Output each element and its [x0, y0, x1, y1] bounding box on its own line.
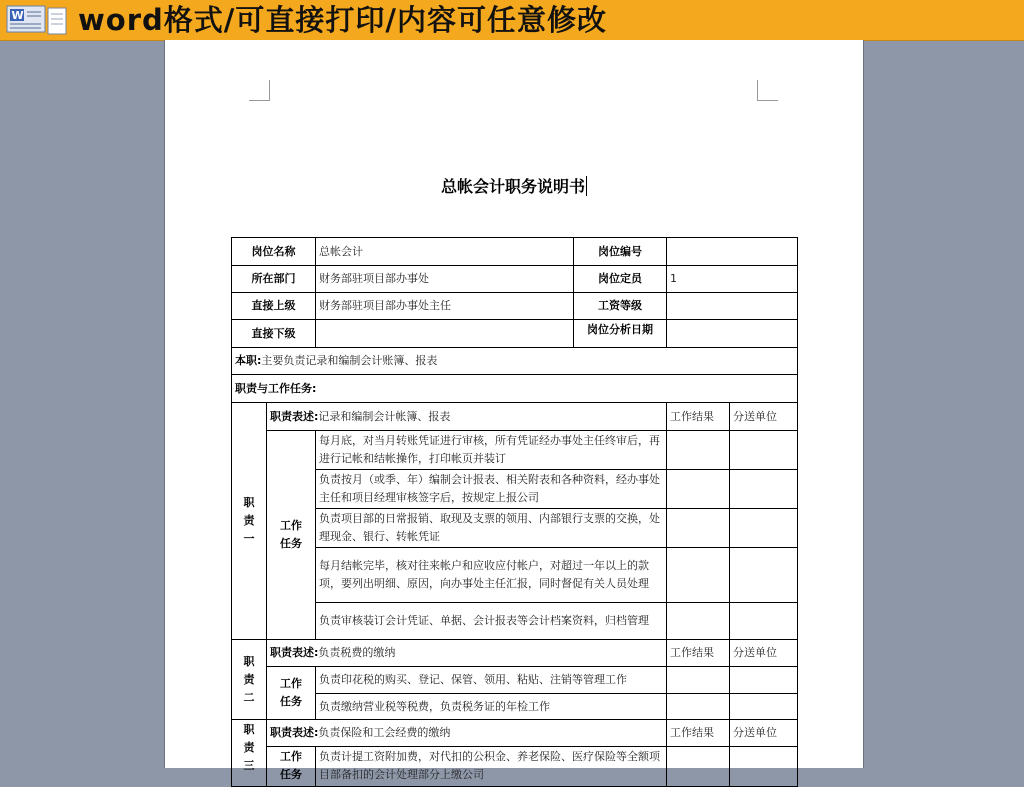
- send-cell: [730, 548, 798, 603]
- section-desc: [267, 720, 667, 747]
- margin-corner-mark: [757, 80, 778, 101]
- table-label: 直接上级: [232, 293, 316, 320]
- send-cell: [730, 509, 798, 548]
- table-row: [232, 375, 798, 403]
- table-value: [667, 238, 798, 266]
- section-desc: [267, 403, 667, 431]
- table-row: [232, 694, 798, 720]
- table-row: [232, 509, 798, 548]
- desc-label: 职责表述:: [270, 726, 319, 739]
- task-text: 负责按月（或季、年）编制会计报表、相关附表和各种资料，经办事处主任和项目经理审核签字后，按规定上报公司: [316, 470, 667, 509]
- banner-text: word格式/可直接打印/内容可任意修改: [78, 3, 607, 37]
- document-title: [165, 174, 863, 197]
- duty-label: 本职:: [235, 354, 262, 367]
- table-row: [232, 293, 798, 320]
- table-label: 直接下级: [232, 320, 316, 348]
- send-header: 分送单位: [730, 720, 798, 747]
- task-text: 负责审核装订会计凭证、单据、会计报表等会计档案资料，归档管理: [316, 603, 667, 640]
- table-label: 岗位名称: [232, 238, 316, 266]
- task-text: 负责计提工资附加费，对代扣的公积金、养老保险、医疗保险等全额项目部备扣的会计处理部分上缴公司: [316, 747, 667, 787]
- table-value: [667, 320, 798, 348]
- table-row: [232, 238, 798, 266]
- table-row: [232, 320, 798, 348]
- table-value: 总帐会计: [316, 238, 574, 266]
- section-name-text: 职 责 一: [243, 496, 255, 545]
- document-page[interactable]: [164, 40, 864, 781]
- text-cursor: [586, 176, 587, 196]
- work-task-label: 工作 任务: [267, 667, 316, 720]
- duty-cell: [232, 348, 798, 375]
- table-label: 工资等级: [574, 293, 667, 320]
- send-cell: [730, 747, 798, 787]
- table-value: [316, 320, 574, 348]
- result-cell: [667, 509, 730, 548]
- task-text: 每月结帐完毕，核对往来帐户和应收应付帐户，对超过一年以上的款项，要列出明细、原因，向办事处主任汇报，同时督促有关人员处理: [316, 548, 667, 603]
- desc-text: 负责保险和工会经费的缴纳: [318, 726, 451, 739]
- table-value: [667, 293, 798, 320]
- table-row: [232, 747, 798, 787]
- work-task-label: 工作 任务: [267, 431, 316, 640]
- send-cell: [730, 470, 798, 509]
- job-description-table: [231, 237, 798, 787]
- margin-corner-mark: [249, 80, 270, 101]
- table-label: 岗位编号: [574, 238, 667, 266]
- duty-text: 主要负责记录和编制会计账簿、报表: [261, 354, 438, 367]
- send-cell: [730, 431, 798, 470]
- tasks-header: 职责与工作任务:: [232, 375, 798, 403]
- table-row: [232, 667, 798, 694]
- result-cell: [667, 470, 730, 509]
- task-text: 负责项目部的日常报销、取现及支票的领用、内部银行支票的交换，处理现金、银行、转帐凭证: [316, 509, 667, 548]
- result-header: 工作结果: [667, 403, 730, 431]
- table-row: [232, 470, 798, 509]
- table-row: [232, 640, 798, 667]
- table-row: [232, 720, 798, 747]
- result-cell: [667, 667, 730, 694]
- table-row: [232, 603, 798, 640]
- desc-text: 负责税费的缴纳: [318, 646, 396, 659]
- result-cell: [667, 747, 730, 787]
- table-row: [232, 266, 798, 293]
- section-name: [232, 640, 267, 720]
- document-title-text: 总帐会计职务说明书: [440, 177, 585, 196]
- send-header: 分送单位: [730, 640, 798, 667]
- desc-text: 记录和编制会计帐簿、报表: [318, 409, 451, 423]
- send-cell: [730, 694, 798, 720]
- task-text: 每月底，对当月转账凭证进行审核，所有凭证经办事处主任终审后，再进行记帐和结帐操作，打印帐页并装订: [316, 431, 667, 470]
- table-row: [232, 348, 798, 375]
- result-cell: [667, 694, 730, 720]
- section-name-text: 职 责 三: [243, 723, 255, 772]
- section-name: [232, 720, 267, 787]
- section-name-text: 职 责 二: [243, 654, 255, 704]
- promo-banner: [0, 0, 1024, 41]
- table-label: 岗位分析日期: [574, 320, 667, 348]
- table-row: [232, 548, 798, 603]
- table-label: 所在部门: [232, 266, 316, 293]
- svg-text:W: W: [11, 9, 24, 22]
- work-task-label: 工作 任务: [267, 747, 316, 787]
- word-document-icon: [6, 4, 68, 36]
- desc-label: 职责表述:: [270, 646, 319, 659]
- send-cell: [730, 667, 798, 694]
- table-row: [232, 431, 798, 470]
- desc-label: 职责表述:: [270, 409, 319, 423]
- section-desc: [267, 640, 667, 667]
- send-cell: [730, 603, 798, 640]
- table-value: 1: [667, 266, 798, 293]
- result-cell: [667, 431, 730, 470]
- result-header: 工作结果: [667, 640, 730, 667]
- send-header: 分送单位: [730, 403, 798, 431]
- result-cell: [667, 603, 730, 640]
- table-row: [232, 403, 798, 431]
- result-cell: [667, 548, 730, 603]
- task-text: 负责缴纳营业税等税费，负责税务证的年检工作: [316, 694, 667, 720]
- task-text: 负责印花税的购买、登记、保管、领用、粘贴、注销等管理工作: [316, 667, 667, 694]
- table-label: 岗位定员: [574, 266, 667, 293]
- result-header: 工作结果: [667, 720, 730, 747]
- table-value: 财务部驻项目部办事处: [316, 266, 574, 293]
- table-value: 财务部驻项目部办事处主任: [316, 293, 574, 320]
- section-name: [232, 403, 267, 640]
